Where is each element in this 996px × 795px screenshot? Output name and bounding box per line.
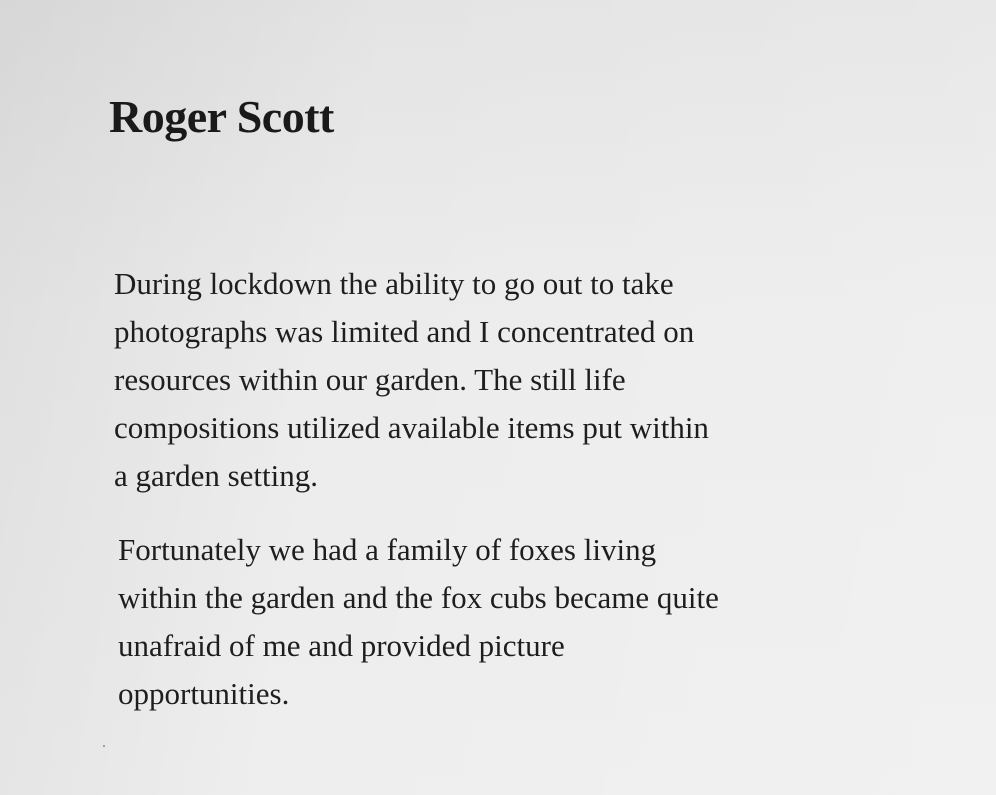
paragraph-line: a garden setting. [114,458,319,493]
paragraph-line: opportunities. [118,676,290,711]
statement-paragraph-1 [114,260,854,500]
paragraph-line: within the garden and the fox cubs became quite [118,580,719,615]
paragraph-line: During lockdown the ability to go out to take [114,266,674,301]
paragraph-line: Fortunately we had a family of foxes living [118,532,657,567]
paragraph-line: unafraid of me and provided picture [118,628,565,663]
paragraph-line: resources within our garden. The still life [114,362,626,397]
paper-speck [103,745,105,747]
statement-paragraph-2 [118,526,858,718]
artist-name-heading: Roger Scott [109,91,334,142]
paragraph-line: compositions utilized available items put within [114,410,709,445]
paragraph-line: photographs was limited and I concentrated on [114,314,695,349]
